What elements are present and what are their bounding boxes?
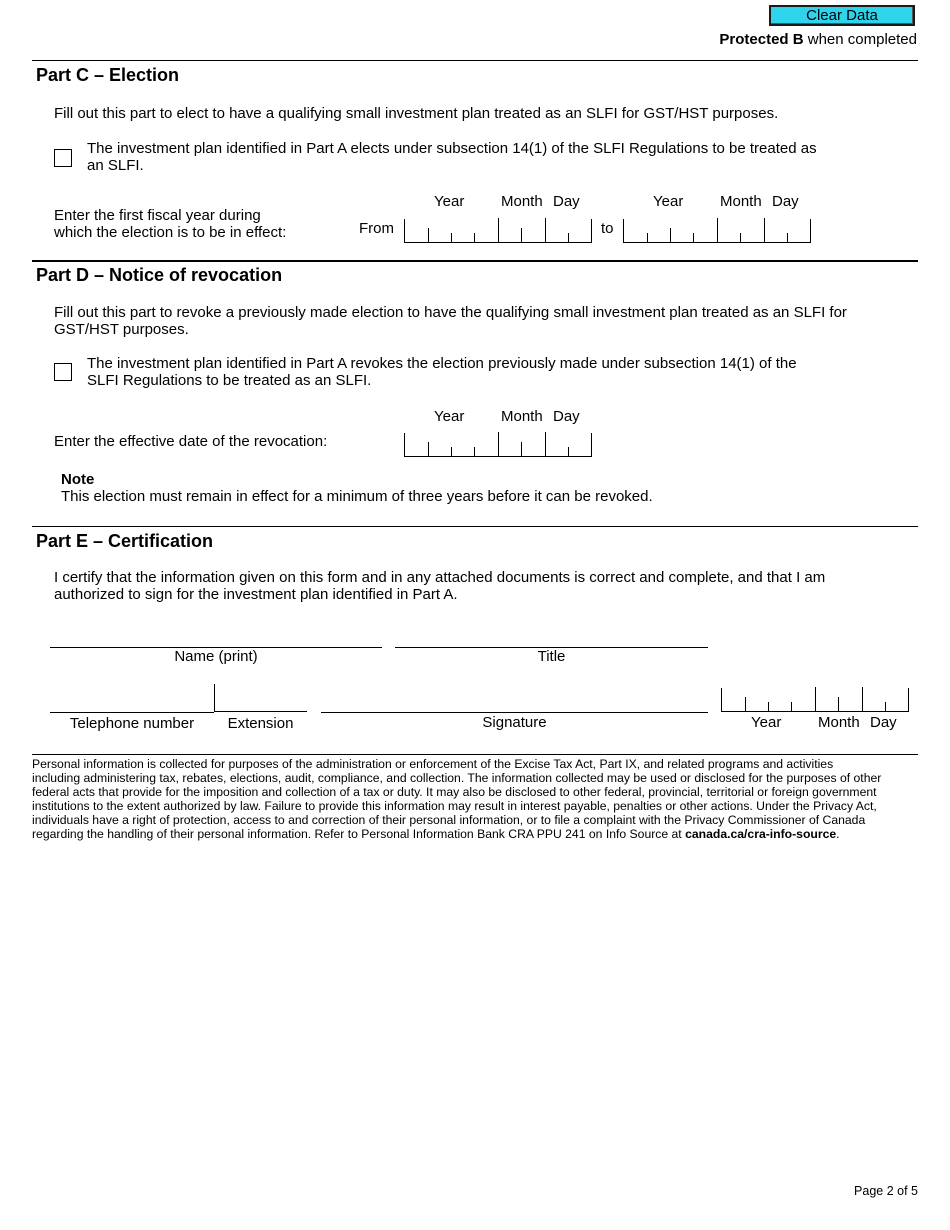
tick (451, 233, 452, 242)
tick (474, 447, 475, 456)
part-d-revocation-checkbox[interactable] (54, 363, 72, 381)
tick (428, 442, 429, 456)
tick (521, 228, 522, 242)
tick (768, 702, 769, 711)
part-d-intro-2: GST/HST purposes. (54, 321, 189, 338)
telephone-label: Telephone number (69, 715, 195, 732)
divider (32, 60, 918, 61)
part-c-checkbox-text-1: The investment plan identified in Part A elects under subsection 14(1) of the SLFI Regulations to be treated as (87, 140, 817, 157)
privacy-statement (32, 757, 922, 841)
page-number: Page 2 of 5 (854, 1184, 918, 1198)
part-d-intro-1: Fill out this part to revoke a previously made election to have the qualifying small investment plan treated as an SLFI for (54, 304, 847, 321)
tick (740, 233, 741, 242)
part-d-month-label: Month (501, 408, 543, 425)
tick (745, 697, 746, 711)
part-c-to-month-label: Month (720, 193, 762, 210)
part-d-year-label: Year (434, 408, 465, 425)
part-d-effective-date-field[interactable] (404, 433, 592, 457)
part-d-day-label: Day (553, 408, 580, 425)
certification-date-field[interactable] (721, 688, 909, 712)
tick (670, 228, 671, 242)
privacy-line (32, 827, 922, 841)
privacy-last-line: regarding the handling of their personal information. Refer to Personal Information Bank CRA PPU 241 on Info Source at (32, 827, 686, 841)
part-e-title: Part E – Certification (36, 531, 214, 551)
tick (815, 687, 816, 711)
tick (647, 233, 648, 242)
divider (32, 260, 918, 262)
divider (32, 754, 918, 755)
part-c-from-year-label: Year (434, 193, 465, 210)
name-print-label: Name (print) (174, 648, 258, 665)
divider (32, 526, 918, 527)
part-c-fiscal-label-1: Enter the first fiscal year during (54, 207, 261, 224)
tick (451, 447, 452, 456)
tick (838, 697, 839, 711)
part-e-text-1: I certify that the information given on this form and in any attached documents is correct and complete, and that I am (54, 569, 826, 586)
certification-year-label: Year (751, 714, 782, 731)
certification-month-label: Month (818, 714, 860, 731)
tick (568, 447, 569, 456)
tick (568, 233, 569, 242)
part-c-from-day-label: Day (553, 193, 580, 210)
certification-day-label: Day (870, 714, 897, 731)
privacy-line: institutions to the extent authorized by law. Failure to provide this information may result in interest payable, penalties or other actions. Under the Privacy Act, (32, 799, 877, 813)
part-d-effective-label: Enter the effective date of the revocation: (54, 433, 328, 450)
part-d-note-text: This election must remain in effect for a minimum of three years before it can be revoked. (61, 488, 653, 505)
privacy-period: . (836, 827, 840, 841)
tick (428, 228, 429, 242)
tick (862, 687, 863, 711)
privacy-line: federal acts that provide for the imposition and collection of a tax or duty. It may also be disclosed to other federal, provincial, territorial or foreign government (32, 785, 877, 799)
tick (474, 233, 475, 242)
clear-data-button[interactable]: Clear Data (769, 5, 915, 26)
part-d-note-title: Note (61, 471, 95, 488)
protected-b-notice (719, 31, 917, 48)
part-d-checkbox-text-1: The investment plan identified in Part A revokes the election previously made under subsection 14(1) of the (87, 355, 797, 372)
part-c-from-date-field[interactable] (404, 219, 592, 243)
part-c-from-month-label: Month (501, 193, 543, 210)
privacy-line: individuals have a right of protection, access to and correction of their personal information, or to file a complaint with the Privacy Commissioner of Canada (32, 813, 866, 827)
part-c-fiscal-label-2: which the election is to be in effect: (54, 224, 287, 241)
privacy-line: Personal information is collected for purposes of the administration or enforcement of the Excise Tax Act, Part IX, and related programs and activities (32, 757, 834, 771)
tick (545, 432, 546, 456)
title-label: Title (537, 648, 566, 665)
protected-b-suffix: when completed (803, 31, 917, 48)
signature-label: Signature (482, 714, 547, 731)
tick (498, 218, 499, 242)
part-c-checkbox-text-2: an SLFI. (87, 157, 144, 174)
part-d-checkbox-text-2: SLFI Regulations to be treated as an SLFI. (87, 372, 372, 389)
extension-label: Extension (227, 715, 294, 732)
tick (521, 442, 522, 456)
tick (498, 432, 499, 456)
privacy-line: including administering tax, rebates, elections, audit, compliance, and collection. The information collected may be used or disclosed for the purposes of other (32, 771, 882, 785)
tick (787, 233, 788, 242)
extension-field[interactable] (214, 684, 307, 712)
tick (717, 218, 718, 242)
part-d-title: Part D – Notice of revocation (36, 265, 283, 285)
part-e-text-2: authorized to sign for the investment plan identified in Part A. (54, 586, 458, 603)
part-c-election-checkbox[interactable] (54, 149, 72, 167)
part-c-to-day-label: Day (772, 193, 799, 210)
signature-field[interactable] (321, 712, 708, 713)
part-c-to-label: to (601, 220, 614, 237)
tick (791, 702, 792, 711)
part-c-from-label: From (359, 220, 394, 237)
tick (545, 218, 546, 242)
tick (693, 233, 694, 242)
info-source-link[interactable]: canada.ca/cra-info-source (685, 827, 837, 841)
part-c-to-year-label: Year (653, 193, 684, 210)
telephone-field[interactable] (50, 712, 214, 713)
part-c-intro: Fill out this part to elect to have a qualifying small investment plan treated as an SLFI for GST/HST purposes. (54, 105, 779, 122)
tick (764, 218, 765, 242)
part-c-title: Part C – Election (36, 65, 180, 85)
protected-b-label: Protected B (719, 31, 804, 48)
tick (885, 702, 886, 711)
part-c-to-date-field[interactable] (623, 219, 811, 243)
